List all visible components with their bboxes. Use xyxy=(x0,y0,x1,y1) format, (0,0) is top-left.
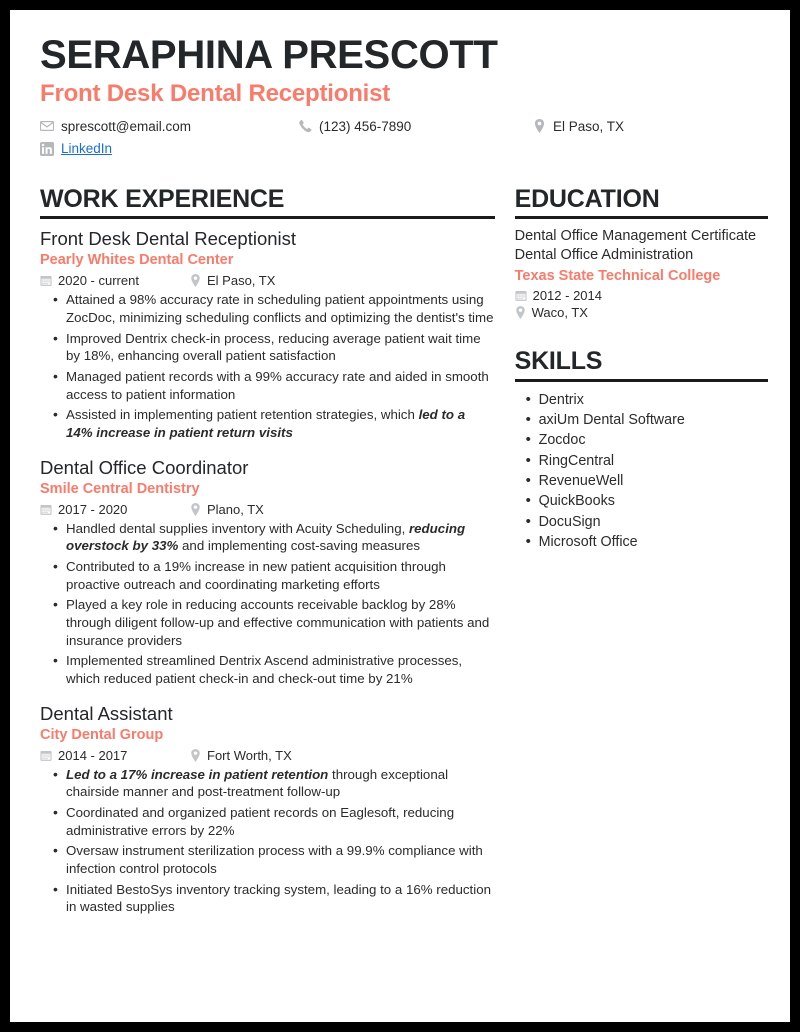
work-experience-item xyxy=(40,702,495,916)
left-column xyxy=(40,186,495,930)
job-bullet: • Handled dental supplies inventory with Acuity Scheduling, reducing overstock by 33% and implementing cost-saving measures xyxy=(66,520,495,555)
education-location-text: Waco, TX xyxy=(531,305,588,321)
job-company: Pearly Whites Dental Center xyxy=(40,252,234,269)
education-location xyxy=(515,305,768,320)
skill-item: • QuickBooks xyxy=(539,491,768,511)
job-location-text: El Paso, TX xyxy=(207,273,276,289)
job-location xyxy=(190,502,264,517)
job-bullet-list xyxy=(40,291,495,441)
skill-item: • Dentrix xyxy=(539,390,768,410)
job-dates xyxy=(40,273,190,288)
job-bullet: • Implemented streamlined Dentrix Ascend administrative processes, which reduced patient check-in and check-out time by 21% xyxy=(66,652,495,687)
job-bullet: • Contributed to a 19% increase in new patient acquisition through proactive outreach and coordinating marketing efforts xyxy=(66,558,495,593)
job-company: Smile Central Dentistry xyxy=(40,480,200,497)
education-school: Texas State Technical College xyxy=(514,267,721,284)
job-title: Dental Assistant xyxy=(40,702,173,724)
linkedin-icon xyxy=(40,142,54,156)
job-location-text: Plano, TX xyxy=(207,501,264,517)
contact-location-text: El Paso, TX xyxy=(553,118,625,134)
job-dates xyxy=(40,502,190,517)
skill-item: • Microsoft Office xyxy=(539,532,768,552)
page-title: SERAPHINA PRESCOTT xyxy=(40,33,498,77)
section-divider xyxy=(515,379,768,382)
job-title: Front Desk Dental Receptionist xyxy=(40,228,297,250)
job-bullet: • Improved Dentrix check-in process, reducing average patient wait time by 18%, enhancing overall patient satisfaction xyxy=(66,330,495,365)
calendar-icon xyxy=(515,289,527,302)
resume-header xyxy=(32,34,768,158)
contact-linkedin-text[interactable]: LinkedIn xyxy=(61,141,113,157)
job-dates-text: 2020 - current xyxy=(58,273,139,289)
resume-page xyxy=(10,10,790,1022)
job-bullet: • Managed patient records with a 99% accuracy rate and aided in smooth access to patient information xyxy=(66,368,495,403)
map-pin-icon xyxy=(190,749,201,762)
section-divider xyxy=(40,216,495,219)
job-dates-text: 2014 - 2017 xyxy=(58,747,128,763)
job-meta xyxy=(40,502,495,517)
job-bullet: • Played a key role in reducing accounts receivable backlog by 28% through diligent follow-up and effective communication with patients and insurance providers xyxy=(66,596,495,649)
section-heading-work-experience: WORK EXPERIENCE xyxy=(40,184,285,213)
job-location xyxy=(190,273,275,288)
contact-email[interactable] xyxy=(40,118,298,136)
job-dates xyxy=(40,748,190,763)
education-field: Dental Office Administration xyxy=(514,247,694,264)
job-bullet: • Attained a 98% accuracy rate in scheduling patient appointments using ZocDoc, minimizing scheduling conflicts and optimizing the dentist's time xyxy=(66,291,495,326)
skill-item: • DocuSign xyxy=(539,512,768,532)
job-bullet-list xyxy=(40,520,495,688)
envelope-icon xyxy=(40,119,54,133)
education-dates xyxy=(515,288,768,303)
job-company: City Dental Group xyxy=(40,726,164,743)
job-bullet: • Initiated BestoSys inventory tracking system, leading to a 16% reduction in wasted supplies xyxy=(66,881,495,916)
skill-item: • axiUm Dental Software xyxy=(539,410,768,430)
work-experience-item xyxy=(40,227,495,441)
education-item xyxy=(515,227,768,320)
contact-row-secondary xyxy=(40,140,768,158)
job-title: Dental Office Coordinator xyxy=(40,456,249,478)
calendar-icon xyxy=(40,503,52,516)
job-meta xyxy=(40,273,495,288)
job-meta xyxy=(40,748,495,763)
work-experience-item xyxy=(40,456,495,688)
contact-row-primary xyxy=(40,118,768,136)
bullet-emphasis: Led to a 17% increase in patient retention xyxy=(66,766,329,782)
contact-location xyxy=(533,118,753,136)
job-dates-text: 2017 - 2020 xyxy=(58,501,128,517)
job-bullet: • Led to a 17% increase in patient retention through exceptional chairside manner and post-treatment follow-up xyxy=(66,766,495,801)
job-location-text: Fort Worth, TX xyxy=(207,747,292,763)
section-heading-education: EDUCATION xyxy=(514,184,660,213)
map-pin-icon xyxy=(515,306,526,319)
calendar-icon xyxy=(40,274,52,287)
job-bullet: • Coordinated and organized patient records on Eaglesoft, reducing administrative errors by 22% xyxy=(66,804,495,839)
skill-item: • RingCentral xyxy=(539,451,768,471)
calendar-icon xyxy=(40,749,52,762)
contact-phone-text: (123) 456-7890 xyxy=(319,118,412,134)
phone-icon xyxy=(298,119,312,133)
map-pin-icon xyxy=(190,274,201,287)
bullet-emphasis: reducing overstock by 33% xyxy=(66,520,466,554)
education-degree: Dental Office Management Certificate xyxy=(514,228,757,245)
bullet-emphasis: led to a 14% increase in patient return visits xyxy=(66,407,466,440)
map-pin-icon xyxy=(533,119,546,133)
education-dates-text: 2012 - 2014 xyxy=(532,288,602,304)
contact-phone[interactable] xyxy=(298,118,533,136)
skill-item: • RevenueWell xyxy=(539,471,768,491)
map-pin-icon xyxy=(190,503,201,516)
job-bullet: • Oversaw instrument sterilization process with a 99.9% compliance with infection control protocols xyxy=(66,842,495,877)
education-list xyxy=(515,227,768,320)
skills-list xyxy=(515,390,768,552)
header-job-title: Front Desk Dental Receptionist xyxy=(40,80,391,107)
work-experience-list xyxy=(40,227,495,916)
right-column xyxy=(515,186,768,553)
section-divider xyxy=(515,216,768,219)
contact-block xyxy=(40,118,768,158)
job-bullet: • Assisted in implementing patient retention strategies, which led to a 14% increase in patient return visits xyxy=(66,406,495,441)
contact-linkedin[interactable] xyxy=(40,140,298,158)
section-heading-skills: SKILLS xyxy=(514,347,603,376)
skill-item: • Zocdoc xyxy=(539,430,768,450)
job-bullet-list xyxy=(40,766,495,916)
job-location xyxy=(190,748,292,763)
contact-email-text: sprescott@email.com xyxy=(61,118,191,134)
